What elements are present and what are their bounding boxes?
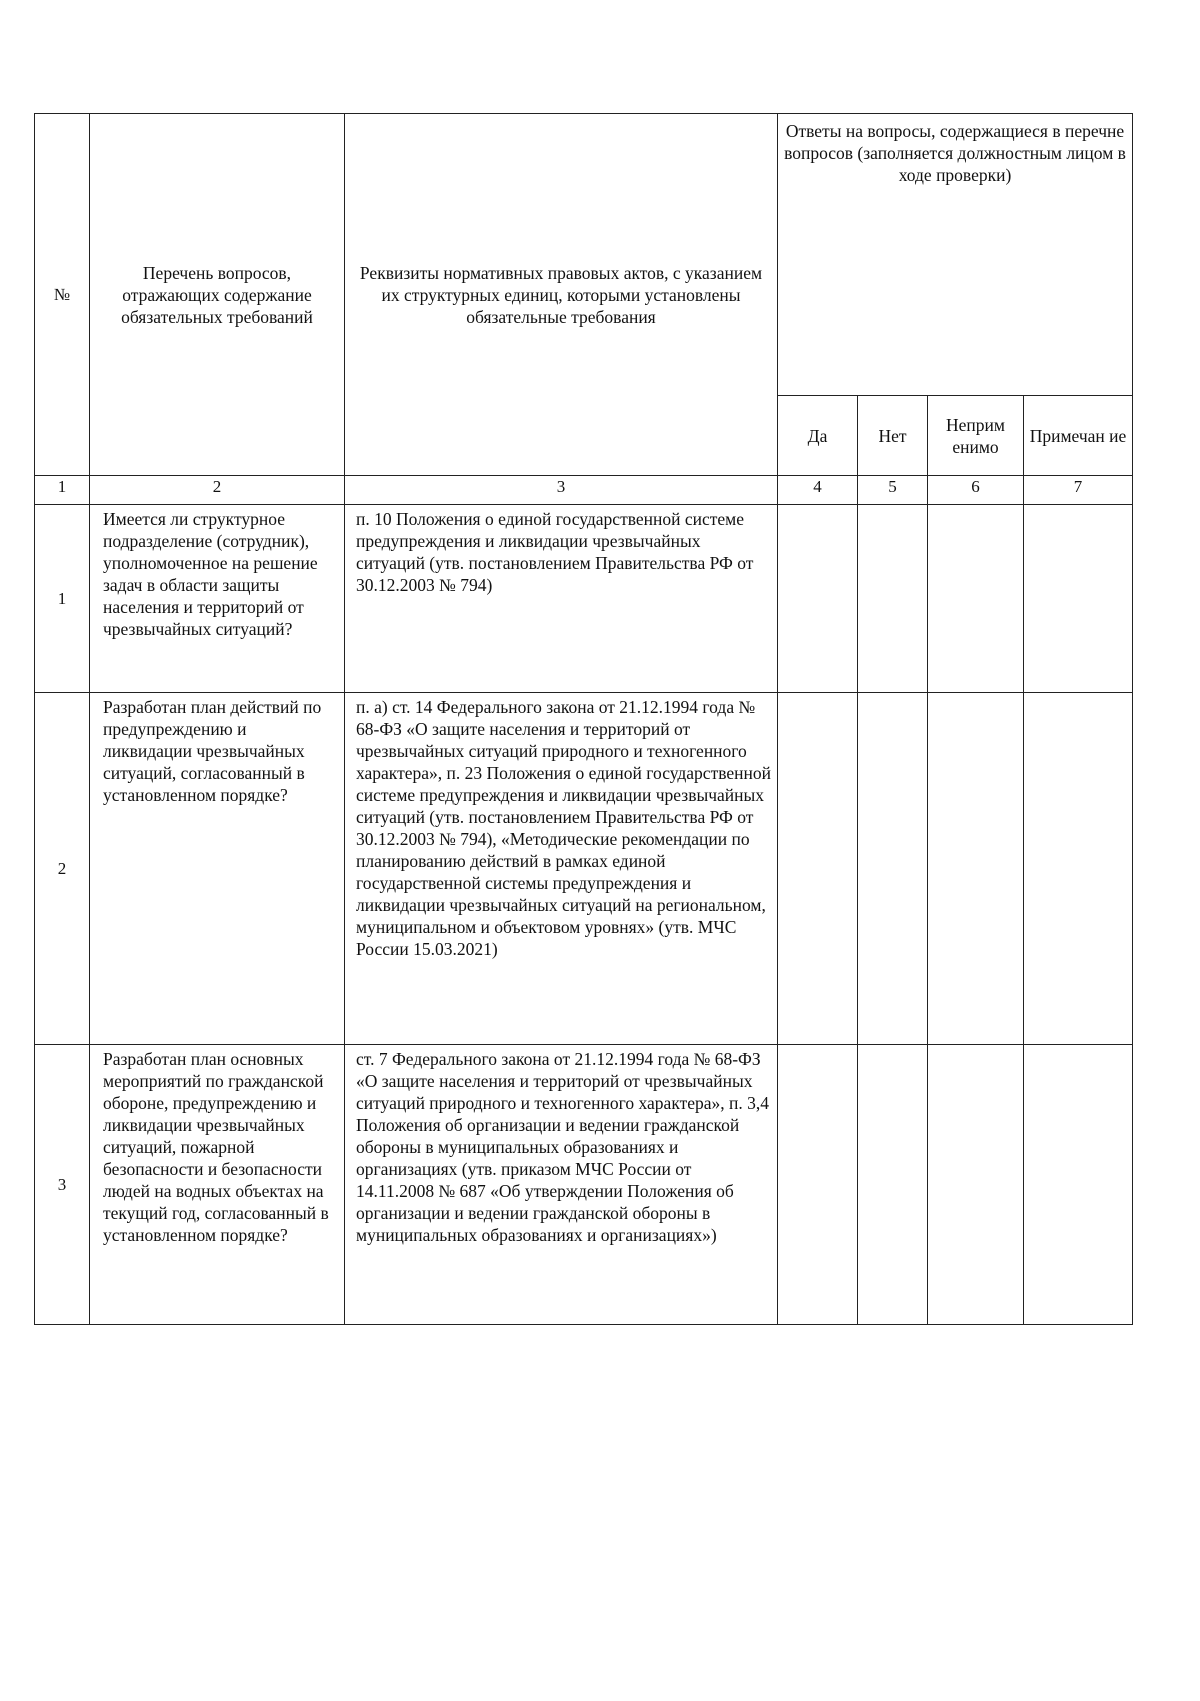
checklist-table xyxy=(34,113,1133,1325)
header-row-top xyxy=(35,114,1133,396)
answer-not-applicable-cell[interactable] xyxy=(928,505,1024,693)
answer-not-applicable-cell[interactable] xyxy=(928,1045,1024,1325)
column-number: 7 xyxy=(1024,476,1133,505)
header-answers-group: Ответы на вопросы, содержащиеся в перечне вопросов (заполняется должностным лицом в ходе проверки) xyxy=(778,114,1133,396)
column-number: 3 xyxy=(345,476,778,505)
column-number: 5 xyxy=(858,476,928,505)
column-number: 2 xyxy=(90,476,345,505)
row-number: 2 xyxy=(35,693,90,1045)
row-number: 1 xyxy=(35,505,90,693)
header-yes: Да xyxy=(778,396,858,476)
header-requisites: Реквизиты нормативных правовых актов, с указанием их структурных единиц, которыми установлены обязательные требования xyxy=(345,114,778,476)
table-row xyxy=(35,1045,1133,1325)
header-questions: Перечень вопросов, отражающих содержание обязательных требований xyxy=(90,114,345,476)
answer-note-cell[interactable] xyxy=(1024,505,1133,693)
answer-no-cell[interactable] xyxy=(858,693,928,1045)
header-not-applicable: Неприм енимо xyxy=(928,396,1024,476)
answer-note-cell[interactable] xyxy=(1024,1045,1133,1325)
answer-yes-cell[interactable] xyxy=(778,505,858,693)
answer-no-cell[interactable] xyxy=(858,1045,928,1325)
question-text: Имеется ли структурное подразделение (сотрудник), уполномоченное на решение задач в области защиты населения и территорий от чрезвычайных ситуаций? xyxy=(90,505,345,693)
answer-not-applicable-cell[interactable] xyxy=(928,693,1024,1045)
answer-yes-cell[interactable] xyxy=(778,1045,858,1325)
column-number-row xyxy=(35,476,1133,505)
requisites-text: ст. 7 Федерального закона от 21.12.1994 года № 68-ФЗ «О защите населения и территорий от чрезвычайных ситуаций природного и техногенного характера», п. 3,4 Положения об организации и ведении гражданской обороны в муниципальных образованиях и организациях (утв. приказом МЧС России от 14.11.2008 № 687 «Об утверждении Положения об организации и ведении гражданской обороны в муниципальных образованиях и организациях») xyxy=(345,1045,778,1325)
header-note: Примечан ие xyxy=(1024,396,1133,476)
requisites-text: п. а) ст. 14 Федерального закона от 21.12.1994 года № 68-ФЗ «О защите населения и территорий от чрезвычайных ситуаций природного и техногенного характера», п. 23 Положения о единой государственной системе предупреждения и ликвидации чрезвычайных ситуаций (утв. постановлением Правительства РФ от 30.12.2003 № 794), «Методические рекомендации по планированию действий в рамках единой государственной системы предупреждения и ликвидации чрезвычайных ситуаций на региональном, муниципальном и объектовом уровнях» (утв. МЧС России 15.03.2021) xyxy=(345,693,778,1045)
question-text: Разработан план действий по предупреждению и ликвидации чрезвычайных ситуаций, согласованный в установленном порядке? xyxy=(90,693,345,1045)
answer-note-cell[interactable] xyxy=(1024,693,1133,1045)
column-number: 4 xyxy=(778,476,858,505)
column-number: 1 xyxy=(35,476,90,505)
header-num: № xyxy=(35,114,90,476)
requisites-text: п. 10 Положения о единой государственной системе предупреждения и ликвидации чрезвычайных ситуаций (утв. постановлением Правительства РФ от 30.12.2003 № 794) xyxy=(345,505,778,693)
answer-no-cell[interactable] xyxy=(858,505,928,693)
header-no: Нет xyxy=(858,396,928,476)
table-row xyxy=(35,693,1133,1045)
answer-yes-cell[interactable] xyxy=(778,693,858,1045)
column-number: 6 xyxy=(928,476,1024,505)
row-number: 3 xyxy=(35,1045,90,1325)
table-row xyxy=(35,505,1133,693)
question-text: Разработан план основных мероприятий по гражданской обороне, предупреждению и ликвидации чрезвычайных ситуаций, пожарной безопасности и безопасности людей на водных объектах на текущий год, согласованный в установленном порядке? xyxy=(90,1045,345,1325)
